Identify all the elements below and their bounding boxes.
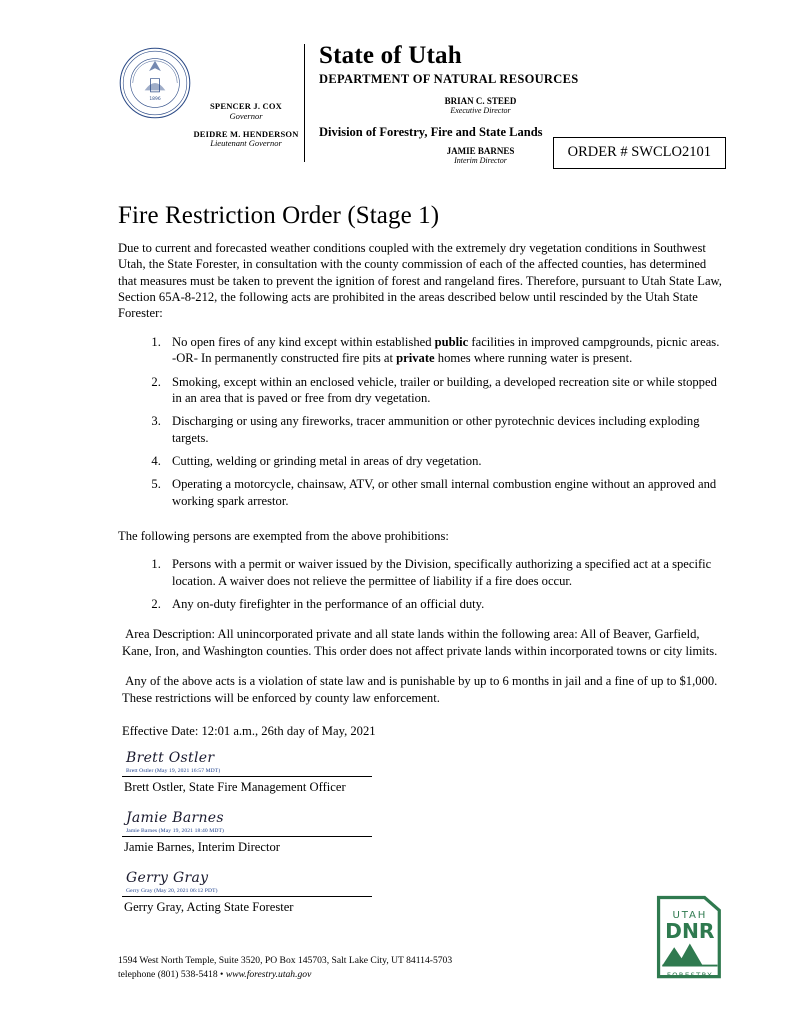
signature-mark: Brett Ostler [126,749,215,766]
signature-line [122,896,372,897]
utah-dnr-forestry-logo-icon [642,892,734,984]
governor-name: SPENCER J. COX [210,101,282,111]
signature-mark: Gerry Gray [126,869,209,886]
signature-line [122,836,372,837]
svg-text:1896: 1896 [149,97,161,103]
list-item: 3. Discharging or using any fireworks, tracer ammunition or other pyrotechnic devices including exploding targets. [164,413,726,446]
list-item: 1. No open fires of any kind except within established public facilities in improved campgrounds, picnic areas. -OR- In permanently constructed fire pits at private homes where running water is present. [164,334,726,367]
exemptions-heading: The following persons are exempted from the above prohibitions: [118,529,449,544]
signature-entry [122,749,726,795]
list-item: 1. Persons with a permit or waiver issued by the Division, specifically authorizing a specified act at a specific location. A waiver does not relieve the permittee of liability if a fire does occur. [164,556,726,589]
signature-entry [122,869,726,915]
svg-text:DNR: DNR [665,919,715,943]
signature-line [122,776,372,777]
department-name: DEPARTMENT OF NATURAL RESOURCES [319,71,579,86]
state-name: State of Utah [319,42,462,69]
lieutenant-governor-role: Lieutenant Governor [210,138,282,149]
footer [118,954,452,982]
footer-website[interactable]: www.forestry.utah.gov [225,969,312,981]
footer-address: 1594 West North Temple, Suite 3520, PO Box 145703, Salt Lake City, UT 84114-5703 [118,955,453,967]
footer-telephone: telephone (801) 538-5418 • [118,969,226,981]
interim-director-role: Interim Director [454,155,507,165]
letterhead-divider [304,44,305,162]
list-item: 2. Any on-duty firefighter in the performance of an official duty. [164,596,726,612]
signer-name: Gerry Gray, Acting State Forester [124,899,294,914]
page-title: Fire Restriction Order (Stage 1) [118,202,440,229]
list-item: 4. Cutting, welding or grinding metal in areas of dry vegetation. [164,453,726,469]
state-officials [192,40,300,157]
intro-paragraph: Due to current and forecasted weather conditions coupled with the extremely dry vegetation conditions in Southwest Utah, the State Forester, in consultation with the county commission of each of the affected counties, has determined that measures must be taken to prevent the ignition of forest and rangeland fires. Therefore, pursuant to Utah State Law, Section 65A-8-212, the following acts are prohibited in the areas described below until rescinded by the Utah State Forester: [118,241,722,321]
svg-text:UTAH: UTAH [672,909,708,921]
area-description: Area Description: All unincorporated private and all state lands within the following area: All of Beaver, Garfield, Kane, Iron, and Washington counties. This order does not affect private lands within incorporated towns or city limits. [122,627,718,658]
signer-name: Jamie Barnes, Interim Director [124,839,280,854]
interim-director-name: JAMIE BARNES [446,145,515,156]
signer-name: Brett Ostler, State Fire Management Officer [124,779,346,794]
list-item: 2. Smoking, except within an enclosed vehicle, trailer or building, a developed recreation site or while stopped in an area that is paved or free from dry vegetation. [164,374,726,407]
effective-date: Effective Date: 12:01 a.m., 26th day of May, 2021 [122,723,376,738]
exemptions-list [118,556,726,612]
prohibitions-list [118,334,726,509]
signature-block [118,724,726,915]
document-body [0,202,792,915]
division-name: Division of Forestry, Fire and State Lands [319,124,543,139]
penalty-paragraph: Any of the above acts is a violation of state law and is punishable by up to 6 months in jail and a fine of up to $1,000. These restrictions will be enforced by county law enforcement. [122,674,718,705]
governor-role: Governor [229,110,263,121]
signature-timestamp: Gerry Gray (May 20, 2021 06:12 PDT) [126,887,218,894]
signature-timestamp: Jamie Barnes (May 19, 2021 18:40 MDT) [126,827,225,834]
executive-director-name: BRIAN C. STEED [444,95,517,106]
signature-timestamp: Brett Ostler (May 19, 2021 16:57 MDT) [126,767,221,774]
executive-director-role: Executive Director [450,105,511,115]
lieutenant-governor-name: DEIDRE M. HENDERSON [193,128,299,139]
utah-state-seal-icon [118,46,192,120]
signature-mark: Jamie Barnes [126,809,224,826]
list-item: 5. Operating a motorcycle, chainsaw, ATV, or other small internal combustion engine without an approved and working spark arrestor. [164,476,726,509]
order-number-box: ORDER # SWCLO2101 [553,137,726,169]
signature-entry [122,809,726,855]
svg-text:FORESTRY: FORESTRY [666,971,713,980]
